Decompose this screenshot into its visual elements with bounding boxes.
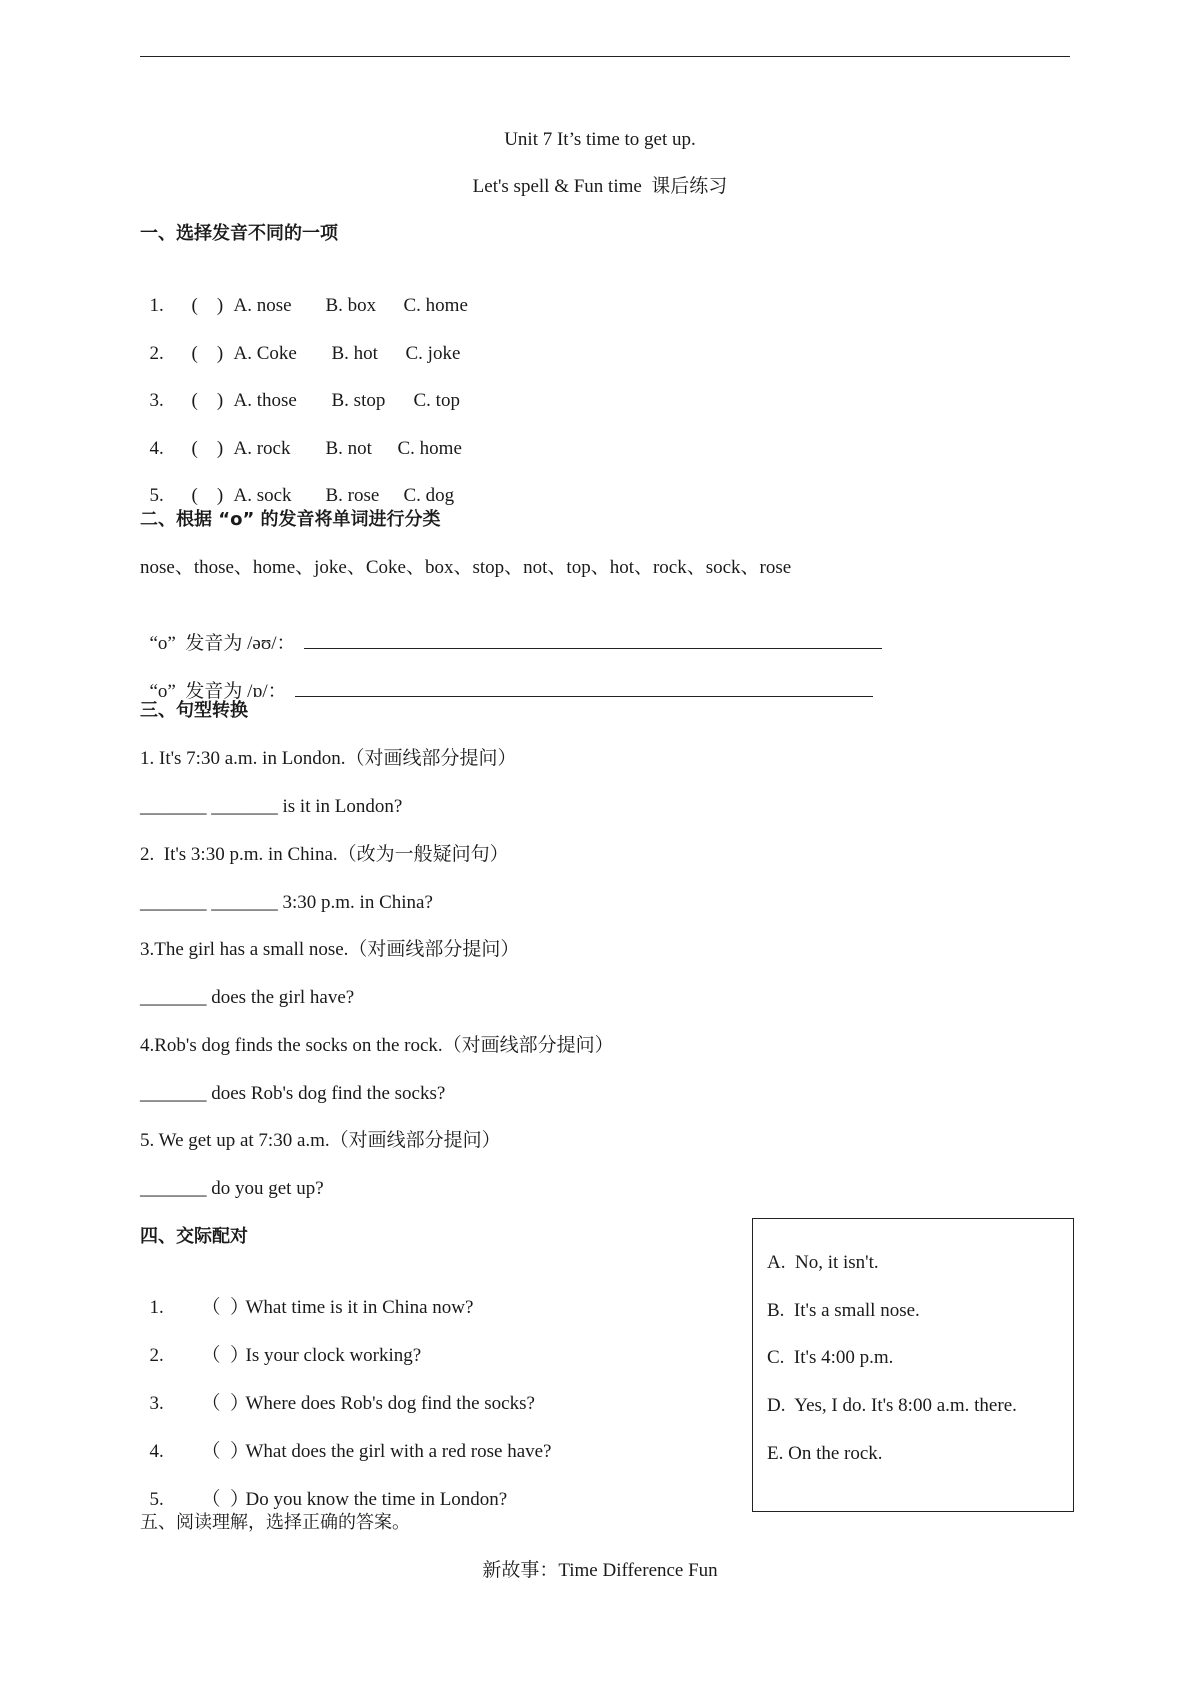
s3-question: 5. We get up at 7:30 a.m.（对画线部分提问） bbox=[140, 1130, 501, 1151]
answer-option: C. It's 4:00 p.m. bbox=[767, 1347, 894, 1368]
section5-heading: 五、阅读理解，选择正确的答案。 bbox=[140, 1512, 410, 1533]
option-b: B. box bbox=[325, 295, 377, 316]
s4-item bbox=[140, 1320, 421, 1368]
s4-item bbox=[140, 1272, 473, 1320]
header-rule bbox=[140, 56, 1070, 57]
answer-paren: ( ) bbox=[191, 390, 224, 411]
option-b: B. stop bbox=[331, 390, 386, 411]
answer-paren: （ ） bbox=[201, 1489, 250, 1510]
section4-heading: 四、交际配对 bbox=[140, 1226, 248, 1247]
answer-paren: ( ) bbox=[191, 295, 224, 316]
answer-option: A. No, it isn't. bbox=[767, 1252, 879, 1273]
s1-item bbox=[140, 318, 460, 366]
option-a: A. sock bbox=[233, 485, 292, 506]
option-a: A. nose bbox=[233, 295, 292, 316]
s1-num: 3. bbox=[149, 390, 164, 411]
answer-paren: （ ） bbox=[201, 1297, 250, 1318]
s4-num: 1. bbox=[149, 1297, 164, 1318]
s3-question: 2. It's 3:30 p.m. in China.（改为一般疑问句） bbox=[140, 844, 509, 865]
s3-question: 1. It's 7:30 a.m. in London.（对画线部分提问） bbox=[140, 748, 517, 769]
answer-paren: （ ） bbox=[201, 1393, 250, 1414]
s4-num: 2. bbox=[149, 1345, 164, 1366]
page-subtitle: Let's spell & Fun time 课后练习 bbox=[472, 176, 728, 197]
s4-num: 3. bbox=[149, 1393, 164, 1414]
s4-item bbox=[140, 1464, 507, 1512]
s4-question: Where does Rob's dog find the socks? bbox=[245, 1393, 535, 1414]
s4-item bbox=[140, 1416, 552, 1464]
classify-label: “o” 发音为 /əʊ/： bbox=[149, 633, 296, 654]
option-a: A. those bbox=[233, 390, 297, 411]
s3-answer: _______ do you get up? bbox=[140, 1178, 324, 1199]
s1-num: 4. bbox=[149, 438, 164, 459]
answer-option: D. Yes, I do. It's 8:00 a.m. there. bbox=[767, 1395, 1017, 1416]
s1-num: 1. bbox=[149, 295, 164, 316]
s4-item bbox=[140, 1368, 535, 1416]
section2-heading: 二、根据 “o” 的发音将单词进行分类 bbox=[140, 509, 441, 530]
s1-item bbox=[140, 460, 454, 508]
option-c: C. home bbox=[397, 438, 462, 459]
s3-question: 3.The girl has a small nose.（对画线部分提问） bbox=[140, 939, 520, 960]
word-list: nose、those、home、joke、Coke、box、stop、not、top、hot、rock、sock、rose bbox=[140, 557, 792, 578]
option-a: A. rock bbox=[233, 438, 291, 459]
s1-num: 2. bbox=[149, 343, 164, 364]
s4-question: What time is it in China now? bbox=[245, 1297, 474, 1318]
section3-heading: 三、句型转换 bbox=[140, 700, 248, 721]
answer-option: E. On the rock. bbox=[767, 1443, 883, 1464]
option-c: C. dog bbox=[403, 485, 455, 506]
answer-paren: ( ) bbox=[191, 485, 224, 506]
answer-options-box bbox=[752, 1218, 1074, 1512]
s3-answer: _______ does the girl have? bbox=[140, 987, 355, 1008]
option-b: B. rose bbox=[325, 485, 380, 506]
s4-num: 5. bbox=[149, 1489, 164, 1510]
section1-heading: 一、选择发音不同的一项 bbox=[140, 223, 338, 244]
s3-answer: _______ does Rob's dog find the socks? bbox=[140, 1083, 446, 1104]
option-c: C. joke bbox=[405, 343, 461, 364]
story-title: 新故事：Time Difference Fun bbox=[482, 1560, 718, 1581]
s1-item bbox=[140, 270, 468, 318]
option-a: A. Coke bbox=[233, 343, 297, 364]
classify-label: “o” 发音为 /ɒ/： bbox=[149, 681, 287, 702]
answer-blank[interactable] bbox=[295, 676, 873, 697]
classify-line bbox=[140, 652, 873, 704]
answer-paren: ( ) bbox=[191, 343, 224, 364]
answer-blank[interactable] bbox=[304, 628, 882, 649]
s1-item bbox=[140, 365, 460, 413]
s3-answer: _______ _______ is it in London? bbox=[140, 796, 403, 817]
option-b: B. not bbox=[325, 438, 372, 459]
option-c: C. home bbox=[403, 295, 468, 316]
s4-question: Do you know the time in London? bbox=[245, 1489, 508, 1510]
page-title: Unit 7 It’s time to get up. bbox=[504, 129, 696, 150]
answer-paren: （ ） bbox=[201, 1345, 250, 1366]
answer-paren: ( ) bbox=[191, 438, 224, 459]
s3-answer: _______ _______ 3:30 p.m. in China? bbox=[140, 892, 433, 913]
s1-item bbox=[140, 413, 462, 461]
s3-question: 4.Rob's dog finds the socks on the rock.（对画线部分提问） bbox=[140, 1035, 614, 1056]
answer-option: B. It's a small nose. bbox=[767, 1300, 920, 1321]
classify-line bbox=[140, 604, 882, 656]
answer-paren: （ ） bbox=[201, 1441, 250, 1462]
s4-question: What does the girl with a red rose have? bbox=[245, 1441, 552, 1462]
s4-question: Is your clock working? bbox=[245, 1345, 422, 1366]
s1-num: 5. bbox=[149, 485, 164, 506]
option-b: B. hot bbox=[331, 343, 378, 364]
option-c: C. top bbox=[413, 390, 460, 411]
s4-num: 4. bbox=[149, 1441, 164, 1462]
